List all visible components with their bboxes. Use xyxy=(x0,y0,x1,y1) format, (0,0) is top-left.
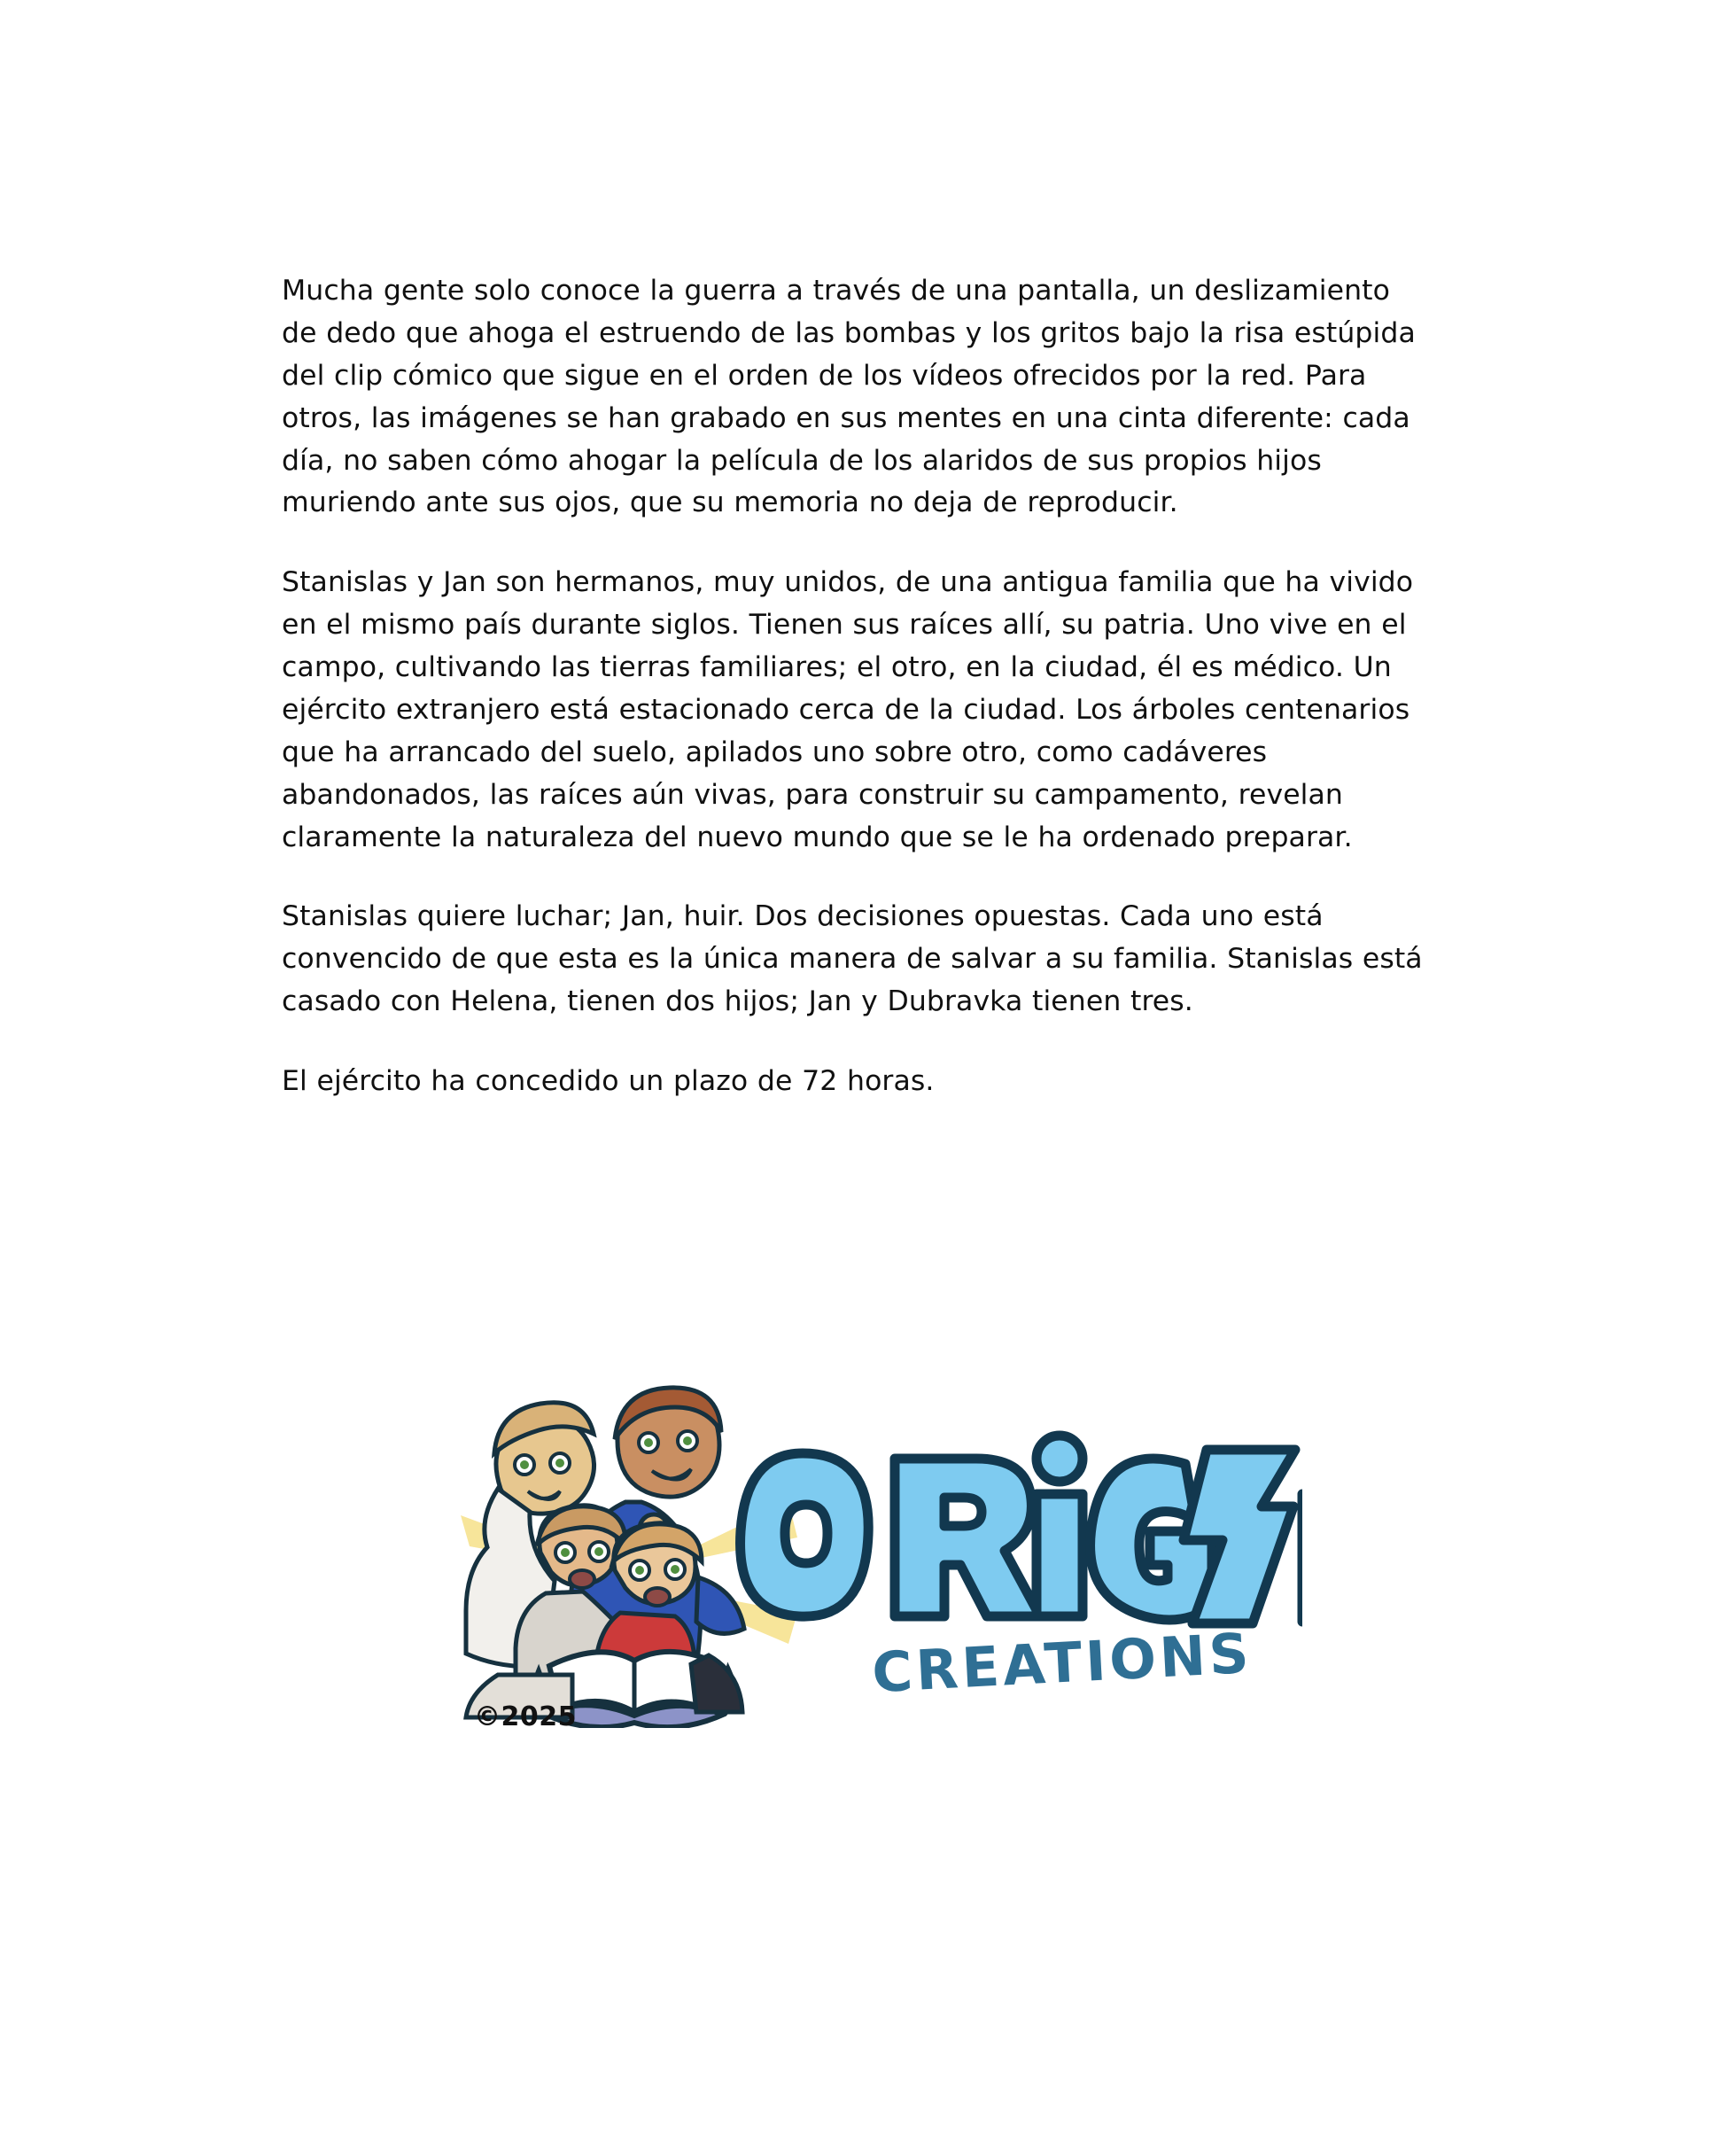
family-illustration xyxy=(466,1388,744,1727)
origin-creations-logo xyxy=(416,1347,1302,1728)
body-text xyxy=(282,270,1425,1103)
creations-tagline xyxy=(871,1621,1254,1705)
paragraph-1: Mucha gente solo conoce la guerra a través de una pantalla, un deslizamiento de dedo que ahoga el estruendo de las bombas y los gritos bajo la risa estúpida del clip cómico que sigue en el orden de los vídeos ofrecidos por la red. Para otros, las imágenes se han grabado en sus mentes en una cinta diferente: cada día, no saben cómo ahogar la película de los alaridos de sus propios hijos muriendo ante sus ojos, que su memoria no deja de reproducir. xyxy=(282,275,1416,519)
origin-wordmark xyxy=(741,1436,1302,1623)
paragraph-3: Stanislas quiere luchar; Jan, huir. Dos decisiones opuestas. Cada uno está convencido de que esta es la única manera de salvar a su familia. Stanislas está casado con Helena, tienen dos hijos; Jan y Dubravka tienen tres. xyxy=(282,900,1423,1018)
copyright-notice: ©2025 xyxy=(474,1701,577,1732)
svg-text:CREATIONS: CREATIONS xyxy=(870,1620,1254,1706)
paragraph-2: Stanislas y Jan son hermanos, muy unidos, de una antigua familia que ha vivido en el mismo país durante siglos. Tienen sus raíces allí, su patria. Uno vive en el campo, cultivando las tierras familiares; el otro, en la ciudad, él es médico. Un ejército extranjero está estacionado cerca de la ciudad. Los árboles centenarios que ha arrancado del suelo, apilados uno sobre otro, como cadáveres abandonados, las raíces aún vivas, para construir su campamento, revelan claramente la naturaleza del nuevo mundo que se le ha ordenado preparar. xyxy=(282,566,1414,853)
paragraph-4: El ejército ha concedido un plazo de 72 horas. xyxy=(282,1065,935,1097)
